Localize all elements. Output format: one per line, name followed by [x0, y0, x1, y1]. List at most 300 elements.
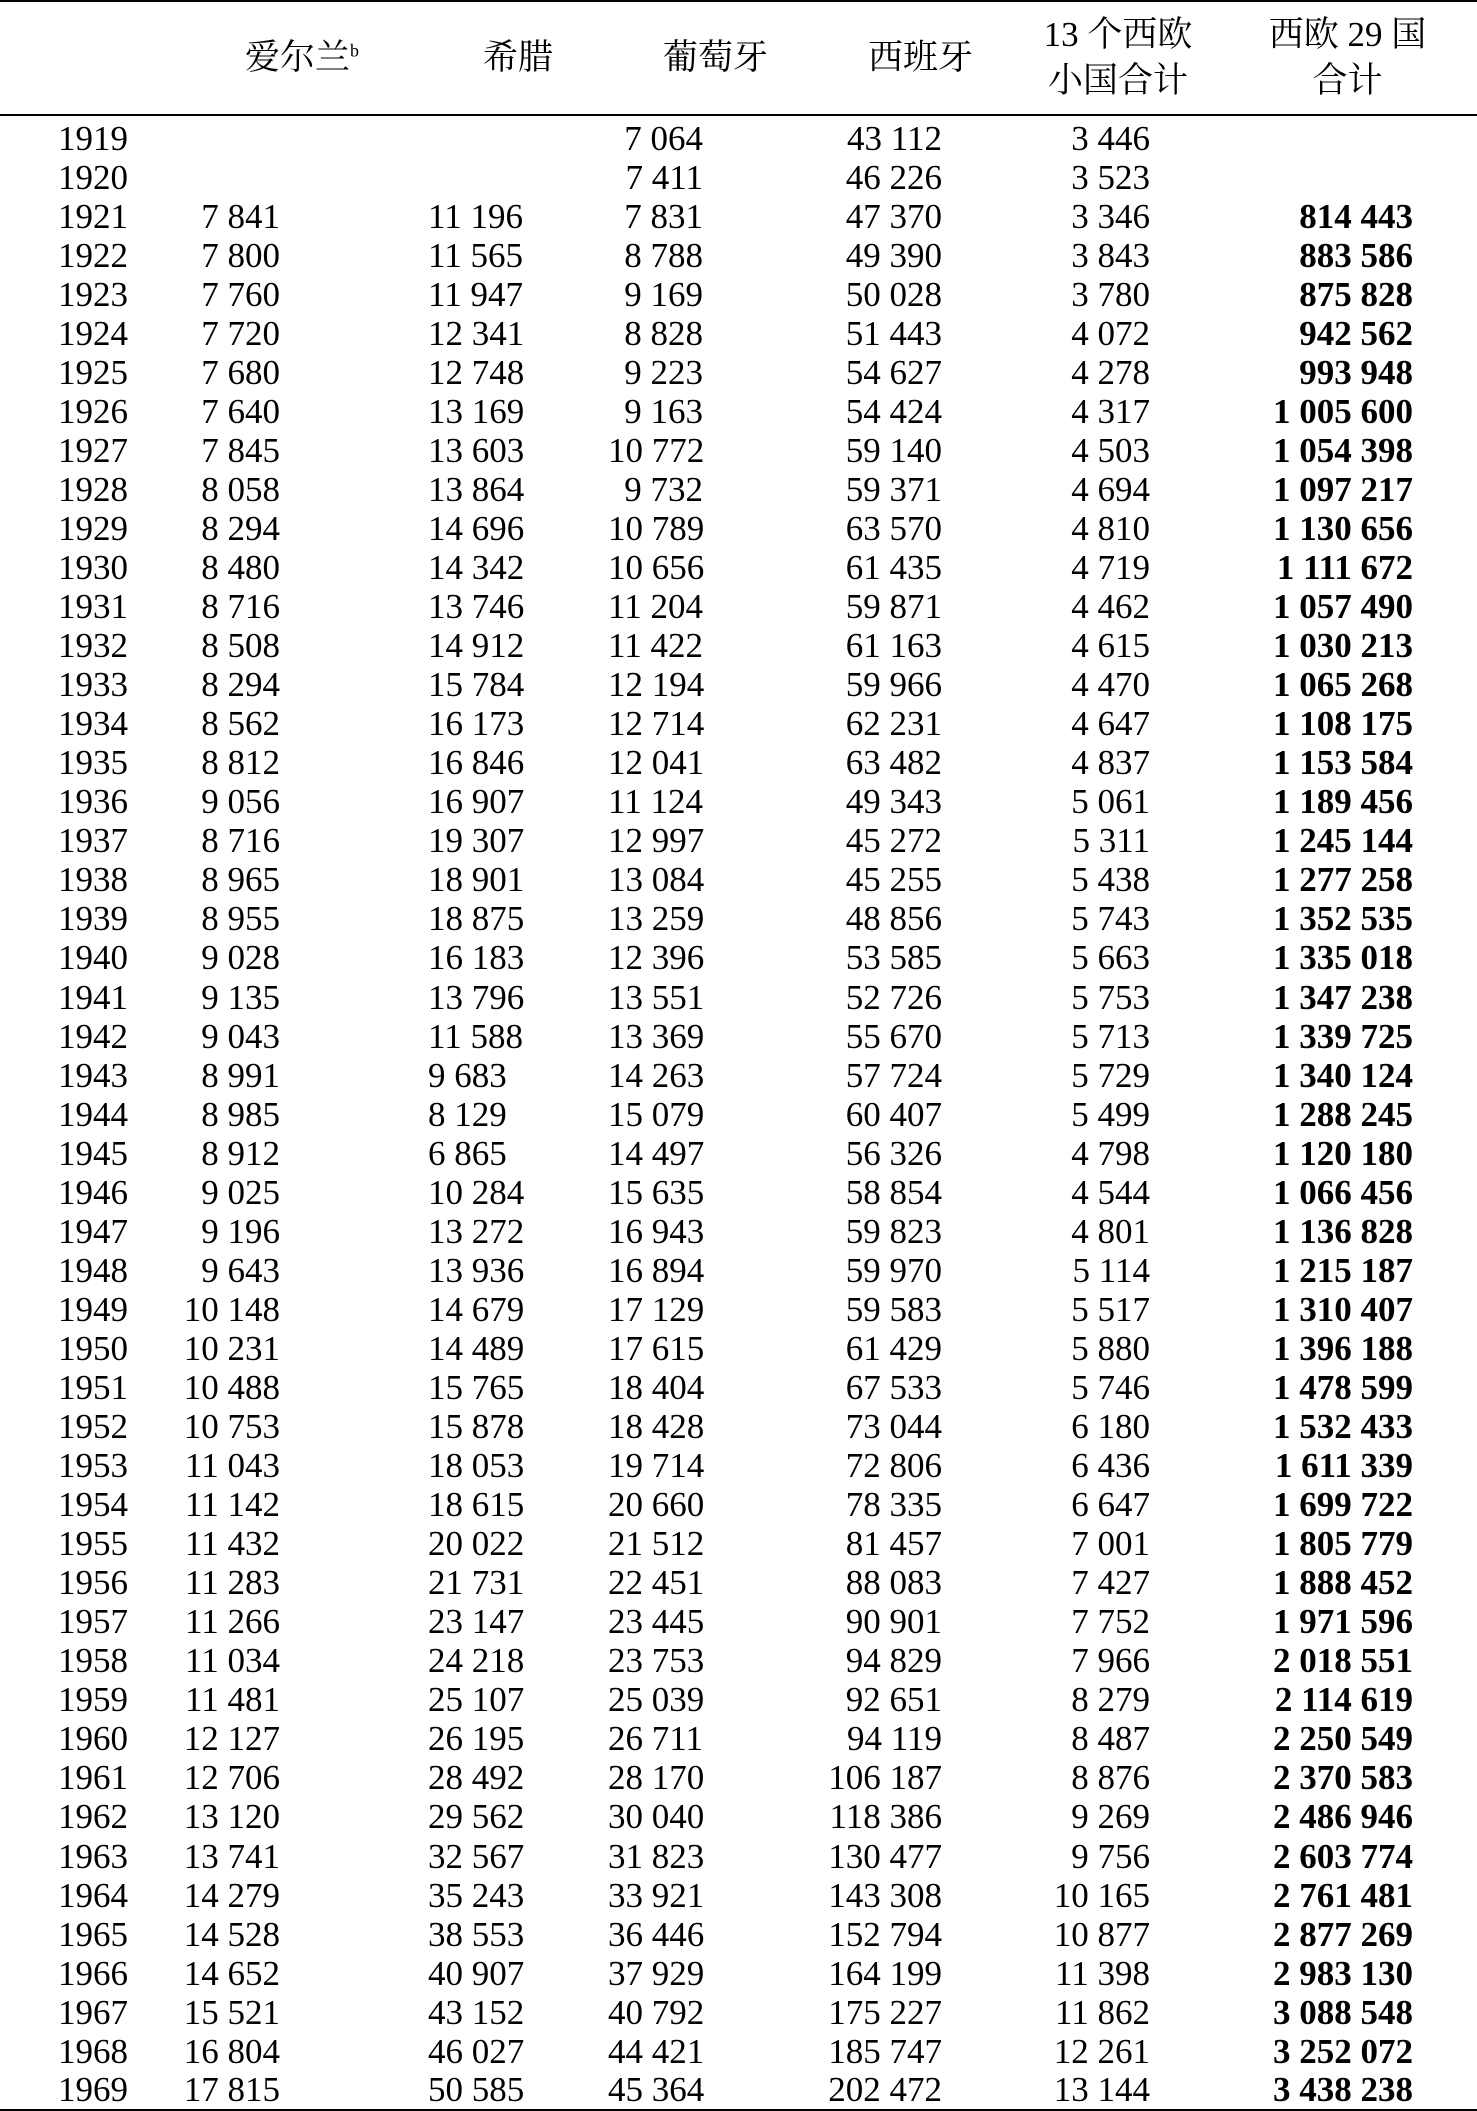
- ireland-cell: 8 716: [201, 587, 280, 627]
- table-row: [0, 236, 1477, 275]
- portugal-cell: 16 894: [608, 1250, 705, 1290]
- ireland-cell: 9 135: [201, 977, 280, 1017]
- portugal-cell: 11 204: [608, 587, 703, 627]
- greece-cell: 35 243: [428, 1875, 525, 1915]
- ireland-cell: 13 120: [183, 1797, 280, 1837]
- table-row: [0, 939, 1477, 978]
- western-europe-total-cell: 1 111 672: [1276, 547, 1413, 587]
- small-countries-total-cell: 4 694: [1071, 469, 1150, 509]
- western-europe-total-cell: 1 057 490: [1273, 587, 1413, 627]
- year-cell: 1943: [58, 1055, 128, 1095]
- table-row: [0, 1915, 1477, 1954]
- table-row: [0, 978, 1477, 1017]
- western-europe-total-cell: 2 250 549: [1273, 1719, 1413, 1759]
- ireland-cell: [176, 158, 428, 197]
- table-row: [0, 353, 1477, 392]
- year-cell: 1947: [58, 1211, 128, 1251]
- western-europe-total-cell: 1 532 433: [1273, 1407, 1413, 1447]
- year-cell: 1921: [58, 196, 128, 236]
- spain-cell: 45 272: [845, 821, 942, 861]
- header-year: [0, 1, 176, 115]
- greece-cell: 11 947: [428, 274, 523, 314]
- ireland-cell: 14 528: [183, 1914, 280, 1954]
- table-row: [0, 158, 1477, 197]
- portugal-cell: 18 428: [608, 1407, 705, 1447]
- western-europe-total-cell: 1 478 599: [1273, 1367, 1413, 1407]
- ireland-cell: 7 841: [201, 196, 280, 236]
- ireland-cell: 7 640: [201, 391, 280, 431]
- spain-cell: 63 482: [845, 743, 942, 783]
- year-cell: 1927: [58, 430, 128, 470]
- header-row: [0, 1, 1477, 115]
- table-row: [0, 744, 1477, 783]
- ireland-cell: 9 196: [201, 1211, 280, 1251]
- portugal-cell: 15 079: [608, 1094, 705, 1134]
- spain-cell: 59 871: [845, 587, 942, 627]
- western-europe-total-cell: 1 066 456: [1273, 1172, 1413, 1212]
- western-europe-total-cell: 1 030 213: [1273, 626, 1413, 666]
- small-countries-total-cell: 3 346: [1071, 196, 1150, 236]
- table-row: [0, 1720, 1477, 1759]
- spain-cell: 57 724: [845, 1055, 942, 1095]
- ireland-cell: 8 508: [201, 626, 280, 666]
- table-row: [0, 1798, 1477, 1837]
- ireland-cell: 9 028: [201, 938, 280, 978]
- year-cell: 1964: [58, 1875, 128, 1915]
- spain-cell: 51 443: [845, 313, 942, 353]
- greece-cell: 12 341: [428, 313, 525, 353]
- western-europe-total-cell: 883 586: [1299, 235, 1413, 275]
- year-cell: 1957: [58, 1602, 128, 1642]
- year-cell: 1930: [58, 547, 128, 587]
- portugal-cell: 22 451: [608, 1563, 705, 1603]
- ireland-cell: 10 231: [183, 1328, 280, 1368]
- portugal-cell: 7 411: [625, 157, 703, 197]
- year-cell: 1949: [58, 1289, 128, 1329]
- spain-cell: 61 429: [845, 1328, 942, 1368]
- spain-cell: 61 435: [845, 547, 942, 587]
- year-cell: 1945: [58, 1133, 128, 1173]
- greece-cell: 14 696: [428, 508, 525, 548]
- spain-cell: 54 627: [845, 352, 942, 392]
- table-row: [0, 115, 1477, 158]
- greece-cell: 18 615: [428, 1485, 525, 1525]
- western-europe-total-cell: 1 888 452: [1273, 1563, 1413, 1603]
- year-cell: 1928: [58, 469, 128, 509]
- small-countries-total-cell: 8 487: [1071, 1719, 1150, 1759]
- year-cell: 1952: [58, 1407, 128, 1447]
- spain-cell: 94 119: [847, 1719, 942, 1759]
- spain-cell: 130 477: [828, 1836, 942, 1876]
- small-countries-total-cell: 5 753: [1071, 977, 1150, 1017]
- ireland-cell: 8 716: [201, 821, 280, 861]
- table-row: [0, 1642, 1477, 1681]
- greece-cell: 18 875: [428, 899, 525, 939]
- western-europe-total-cell: 942 562: [1299, 313, 1413, 353]
- year-cell: 1959: [58, 1680, 128, 1720]
- small-countries-total-cell: 7 752: [1071, 1602, 1150, 1642]
- western-europe-total-cell: 2 761 481: [1273, 1875, 1413, 1915]
- greece-cell: 14 912: [428, 626, 525, 666]
- small-countries-total-cell: 12 261: [1053, 2031, 1150, 2071]
- greece-cell: 18 901: [428, 860, 525, 900]
- western-europe-total-cell: 1 245 144: [1273, 821, 1413, 861]
- spain-cell: 72 806: [845, 1446, 942, 1486]
- ireland-cell: 8 991: [201, 1055, 280, 1095]
- header-greece: 希腊: [428, 1, 608, 115]
- table-row: [0, 2071, 1477, 2110]
- table-row: [0, 1408, 1477, 1447]
- table-row: [0, 705, 1477, 744]
- western-europe-total-cell: 1 352 535: [1273, 899, 1413, 939]
- ireland-cell: 12 706: [183, 1758, 280, 1798]
- small-countries-total-cell: 7 966: [1071, 1641, 1150, 1681]
- year-cell: 1963: [58, 1836, 128, 1876]
- portugal-cell: 13 259: [608, 899, 705, 939]
- table-row: [0, 1095, 1477, 1134]
- header-small-countries-total: [1018, 1, 1218, 115]
- table-row: [0, 1251, 1477, 1290]
- portugal-cell: 10 656: [608, 547, 705, 587]
- ireland-cell: 17 815: [176, 2071, 428, 2110]
- ireland-cell: 15 521: [183, 1992, 280, 2032]
- spain-cell: 59 583: [845, 1289, 942, 1329]
- greece-cell: 12 748: [428, 352, 525, 392]
- small-countries-total-cell: 3 523: [1071, 157, 1150, 197]
- year-cell: 1929: [58, 508, 128, 548]
- year-cell: 1968: [58, 2031, 128, 2071]
- greece-cell: 43 152: [428, 1992, 525, 2032]
- ireland-cell: 8 294: [201, 508, 280, 548]
- greece-cell: 21 731: [428, 1563, 525, 1603]
- greece-cell: 18 053: [428, 1446, 525, 1486]
- portugal-cell: 37 929: [608, 1953, 705, 1993]
- small-countries-total-cell: 3 780: [1071, 274, 1150, 314]
- western-europe-total-cell: 875 828: [1299, 274, 1413, 314]
- ireland-cell: 8 985: [201, 1094, 280, 1134]
- greece-cell: 19 307: [428, 821, 525, 861]
- western-europe-total-cell: 1 971 596: [1273, 1602, 1413, 1642]
- greece-cell: 13 796: [428, 977, 525, 1017]
- western-europe-total-cell: 2 114 619: [1274, 1680, 1413, 1720]
- greece-cell: 28 492: [428, 1758, 525, 1798]
- small-countries-total-cell: 4 544: [1071, 1172, 1150, 1212]
- spain-cell: 59 966: [845, 665, 942, 705]
- ireland-cell: 8 912: [201, 1133, 280, 1173]
- table-row: [0, 1329, 1477, 1368]
- western-europe-total-cell: 1 699 722: [1273, 1485, 1413, 1525]
- western-europe-total-cell: 1 611 339: [1274, 1446, 1413, 1486]
- western-europe-total-cell: 3 438 238: [1218, 2071, 1477, 2110]
- greece-cell: 20 022: [428, 1524, 525, 1564]
- footnote-marker: b: [350, 40, 359, 61]
- greece-cell: 29 562: [428, 1797, 525, 1837]
- table-row: [0, 1876, 1477, 1915]
- table-row: [0, 314, 1477, 353]
- spain-cell: 62 231: [845, 704, 942, 744]
- spain-cell: 143 308: [828, 1875, 942, 1915]
- table-row: [0, 666, 1477, 705]
- western-europe-total-cell: 1 054 398: [1273, 430, 1413, 470]
- spain-cell: 59 823: [845, 1211, 942, 1251]
- table-row: [0, 1173, 1477, 1212]
- western-europe-total-cell: 2 370 583: [1273, 1758, 1413, 1798]
- ireland-cell: 16 804: [183, 2031, 280, 2071]
- small-countries-total-cell: 5 061: [1071, 782, 1150, 822]
- greece-cell: 24 218: [428, 1641, 525, 1681]
- year-cell: 1920: [58, 157, 128, 197]
- ireland-cell: 11 266: [185, 1602, 280, 1642]
- small-countries-total-cell: 4 615: [1071, 626, 1150, 666]
- year-cell: 1922: [58, 235, 128, 275]
- greece-cell: 13 864: [428, 469, 525, 509]
- greece-cell: 13 936: [428, 1250, 525, 1290]
- spain-cell: 45 255: [845, 860, 942, 900]
- portugal-cell: 12 396: [608, 938, 705, 978]
- table-row: [0, 548, 1477, 587]
- table-row: [0, 1954, 1477, 1993]
- year-cell: 1944: [58, 1094, 128, 1134]
- portugal-cell: 7 064: [624, 119, 703, 158]
- small-countries-total-cell: 4 503: [1071, 430, 1150, 470]
- portugal-cell: 13 551: [608, 977, 705, 1017]
- year-cell: 1948: [58, 1250, 128, 1290]
- ireland-cell: 10 488: [183, 1367, 280, 1407]
- year-cell: 1932: [58, 626, 128, 666]
- ireland-cell: 11 432: [185, 1524, 280, 1564]
- western-europe-total-cell: 1 339 725: [1273, 1016, 1413, 1056]
- western-europe-total-cell: 1 277 258: [1273, 860, 1413, 900]
- greece-cell: 32 567: [428, 1836, 525, 1876]
- western-europe-total-cell: 1 288 245: [1273, 1094, 1413, 1134]
- western-europe-total-cell: 2 983 130: [1273, 1953, 1413, 1993]
- portugal-cell: 31 823: [608, 1836, 705, 1876]
- greece-cell: 14 679: [428, 1289, 525, 1329]
- portugal-cell: 11 124: [608, 782, 703, 822]
- table-row: [0, 2032, 1477, 2071]
- ireland-cell: 11 034: [185, 1641, 280, 1681]
- table-row: [0, 1837, 1477, 1876]
- small-countries-total-cell: 13 144: [1018, 2071, 1218, 2110]
- western-europe-total-cell: 3 252 072: [1273, 2031, 1413, 2071]
- small-countries-total-cell: 5 663: [1071, 938, 1150, 978]
- table-header: [0, 1, 1477, 115]
- portugal-cell: 12 714: [608, 704, 705, 744]
- spain-cell: 94 829: [845, 1641, 942, 1681]
- greece-cell: 15 784: [428, 665, 525, 705]
- year-cell: 1961: [58, 1758, 128, 1798]
- table-row: [0, 1681, 1477, 1720]
- greece-cell: 13 272: [428, 1211, 525, 1251]
- year-cell: 1960: [58, 1719, 128, 1759]
- year-cell: 1937: [58, 821, 128, 861]
- ireland-cell: 10 148: [183, 1289, 280, 1329]
- ireland-cell: 14 279: [183, 1875, 280, 1915]
- western-europe-total-cell: 1 136 828: [1273, 1211, 1413, 1251]
- ireland-cell: 8 480: [201, 547, 280, 587]
- small-countries-total-cell: 5 438: [1071, 860, 1150, 900]
- portugal-cell: 40 792: [608, 1992, 705, 2032]
- spain-cell: 67 533: [845, 1367, 942, 1407]
- western-europe-total-cell: 1 215 187: [1273, 1250, 1413, 1290]
- table-row: [0, 1017, 1477, 1056]
- small-countries-total-cell: 4 837: [1071, 743, 1150, 783]
- portugal-cell: 23 445: [608, 1602, 705, 1642]
- ireland-cell: 9 056: [201, 782, 280, 822]
- small-countries-total-cell: 7 001: [1071, 1524, 1150, 1564]
- small-countries-total-cell: 6 647: [1071, 1485, 1150, 1525]
- small-countries-total-cell: 4 072: [1071, 313, 1150, 353]
- table-row: [0, 1564, 1477, 1603]
- western-europe-total-cell: 814 443: [1299, 196, 1413, 236]
- header-western-europe-total: [1218, 1, 1477, 115]
- portugal-cell: 14 263: [608, 1055, 705, 1095]
- header-western-europe-line1: 西欧 29 国: [1268, 15, 1427, 54]
- small-countries-total-cell: 8 279: [1071, 1680, 1150, 1720]
- spain-cell: 152 794: [828, 1914, 942, 1954]
- ireland-cell: 7 845: [201, 430, 280, 470]
- western-europe-total-cell: 2 018 551: [1273, 1641, 1413, 1681]
- table-row: [0, 1525, 1477, 1564]
- year-cell: 1926: [58, 391, 128, 431]
- western-europe-total-cell: 1 108 175: [1273, 704, 1413, 744]
- ireland-cell: 12 127: [183, 1719, 280, 1759]
- table-row: [0, 1603, 1477, 1642]
- spain-cell: 49 390: [845, 235, 942, 275]
- portugal-cell: 10 772: [608, 430, 705, 470]
- table-row: [0, 431, 1477, 470]
- ireland-cell: 7 800: [201, 235, 280, 275]
- year-cell: 1935: [58, 743, 128, 783]
- year-cell: 1934: [58, 704, 128, 744]
- greece-cell: 15 878: [428, 1407, 525, 1447]
- greece-cell: 25 107: [428, 1680, 525, 1720]
- table-row: [0, 1134, 1477, 1173]
- table-row: [0, 1212, 1477, 1251]
- spain-cell: 78 335: [845, 1485, 942, 1525]
- western-europe-total-cell: 1 340 124: [1273, 1055, 1413, 1095]
- greece-cell: 13 603: [428, 430, 525, 470]
- small-countries-total-cell: 10 165: [1053, 1875, 1150, 1915]
- spain-cell: 54 424: [845, 391, 942, 431]
- table-row: [0, 1486, 1477, 1525]
- year-cell: 1967: [58, 1992, 128, 2032]
- small-countries-total-cell: 9 756: [1071, 1836, 1150, 1876]
- spain-cell: 43 112: [847, 119, 942, 158]
- spain-cell: 60 407: [845, 1094, 942, 1134]
- spain-cell: 59 371: [845, 469, 942, 509]
- table-row: [0, 1056, 1477, 1095]
- header-portugal: 葡萄牙: [608, 1, 823, 115]
- table-row: [0, 392, 1477, 431]
- year-cell: 1923: [58, 274, 128, 314]
- portugal-cell: 36 446: [608, 1914, 705, 1954]
- portugal-cell: 21 512: [608, 1524, 705, 1564]
- small-countries-total-cell: 6 180: [1071, 1407, 1150, 1447]
- small-countries-total-cell: 3 843: [1071, 235, 1150, 275]
- table-row: [0, 822, 1477, 861]
- portugal-cell: 11 422: [608, 626, 703, 666]
- ireland-cell: 11 142: [185, 1485, 280, 1525]
- small-countries-total-cell: 4 317: [1071, 391, 1150, 431]
- ireland-cell: 7 680: [201, 352, 280, 392]
- small-countries-total-cell: 5 517: [1071, 1289, 1150, 1329]
- spain-cell: 88 083: [845, 1563, 942, 1603]
- ireland-cell: 9 643: [201, 1250, 280, 1290]
- portugal-cell: 8 828: [624, 313, 703, 353]
- greece-cell: 13 169: [428, 391, 525, 431]
- year-cell: 1969: [0, 2071, 176, 2110]
- western-europe-total-cell: 2 877 269: [1273, 1914, 1413, 1954]
- greece-cell: [428, 115, 608, 158]
- portugal-cell: 9 163: [624, 391, 703, 431]
- portugal-cell: 17 129: [608, 1289, 705, 1329]
- portugal-cell: 13 084: [608, 860, 705, 900]
- ireland-cell: 8 812: [201, 743, 280, 783]
- spain-cell: 81 457: [845, 1524, 942, 1564]
- ireland-cell: 8 955: [201, 899, 280, 939]
- portugal-cell: 30 040: [608, 1797, 705, 1837]
- spain-cell: 185 747: [828, 2031, 942, 2071]
- greece-cell: 11 588: [428, 1016, 523, 1056]
- ireland-cell: 9 043: [201, 1016, 280, 1056]
- small-countries-total-cell: 6 436: [1071, 1446, 1150, 1486]
- western-europe-total-cell: 1 189 456: [1273, 782, 1413, 822]
- year-cell: 1955: [58, 1524, 128, 1564]
- ireland-cell: 9 025: [201, 1172, 280, 1212]
- western-europe-total-cell: 1 153 584: [1273, 743, 1413, 783]
- greece-cell: 15 765: [428, 1367, 525, 1407]
- portugal-cell: 9 223: [624, 352, 703, 392]
- portugal-cell: 7 831: [624, 196, 703, 236]
- table-row: [0, 275, 1477, 314]
- spain-cell: 59 970: [845, 1250, 942, 1290]
- small-countries-total-cell: 4 462: [1071, 587, 1150, 627]
- greece-cell: 11 196: [428, 196, 523, 236]
- greece-cell: 8 129: [428, 1094, 507, 1134]
- table-row: [0, 197, 1477, 236]
- small-countries-total-cell: 3 446: [1071, 119, 1150, 158]
- small-countries-total-cell: 5 499: [1071, 1094, 1150, 1134]
- ireland-cell: 11 481: [185, 1680, 280, 1720]
- year-cell: 1958: [58, 1641, 128, 1681]
- greece-cell: 46 027: [428, 2031, 525, 2071]
- western-europe-total-cell: 3 088 548: [1273, 1992, 1413, 2032]
- greece-cell: 40 907: [428, 1953, 525, 1993]
- greece-cell: 50 585: [428, 2071, 608, 2110]
- small-countries-total-cell: 5 880: [1071, 1328, 1150, 1368]
- small-countries-total-cell: 5 746: [1071, 1367, 1150, 1407]
- small-countries-total-cell: 4 798: [1071, 1133, 1150, 1173]
- western-europe-total-cell: 1 005 600: [1273, 391, 1413, 431]
- western-europe-total-cell: 1 335 018: [1273, 938, 1413, 978]
- portugal-cell: 45 364: [608, 2071, 823, 2110]
- spain-cell: 92 651: [845, 1680, 942, 1720]
- small-countries-total-cell: 4 719: [1071, 547, 1150, 587]
- year-cell: 1942: [58, 1016, 128, 1056]
- portugal-cell: 12 041: [608, 743, 705, 783]
- ireland-cell: 7 760: [201, 274, 280, 314]
- portugal-cell: 8 788: [624, 235, 703, 275]
- western-europe-total-cell: 1 805 779: [1273, 1524, 1413, 1564]
- spain-cell: 55 670: [845, 1016, 942, 1056]
- year-cell: 1950: [58, 1328, 128, 1368]
- greece-cell: 14 489: [428, 1328, 525, 1368]
- portugal-cell: 10 789: [608, 508, 705, 548]
- ireland-cell: 10 753: [183, 1407, 280, 1447]
- ireland-cell: 8 294: [201, 665, 280, 705]
- portugal-cell: 25 039: [608, 1680, 705, 1720]
